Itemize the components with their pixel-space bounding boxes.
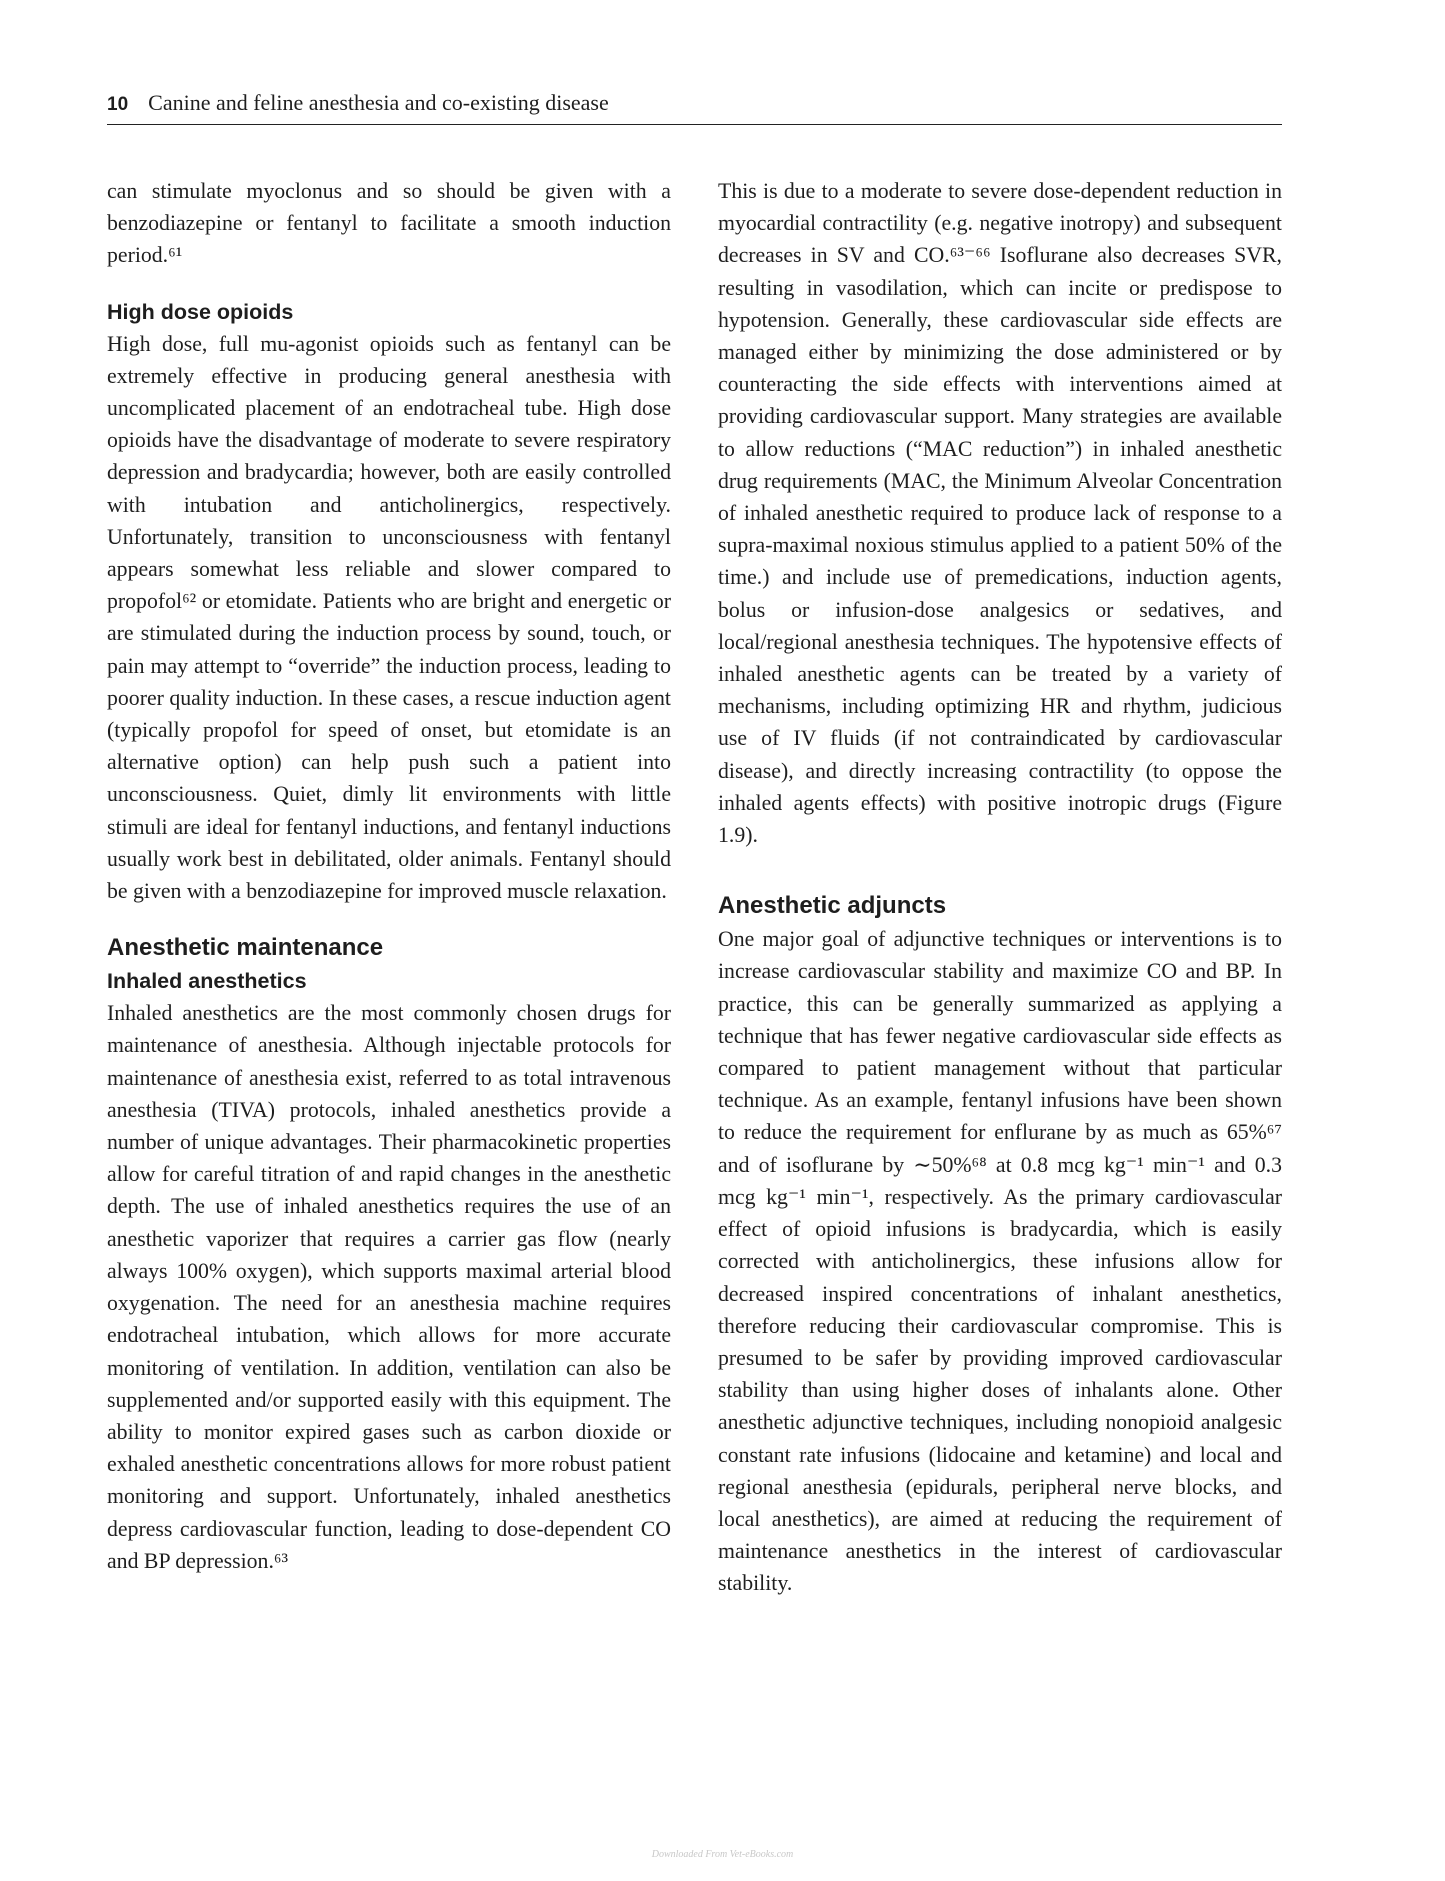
right-paragraph-2: One major goal of adjunctive techniques or interventions is to increase cardiovascular stability and maximize CO and BP. In practice, this can be generally summarized as applying a technique that has fewer negative cardiovascular side effects as compared to patient management without that particular technique. As an example, fentanyl infusions have been shown to reduce the requirement for enflurane by as much as 65%⁶⁷ and of isoflurane by ∼50%⁶⁸ at 0.8 mcg kg⁻¹ min⁻¹ and 0.3 mcg kg⁻¹ min⁻¹, respectively. As the primary cardiovascular effect of opioid infusions is bradycardia, which is easily corrected with anticholinergics, these infusions allow for decreased inspired concentrations of inhalant anesthetics, therefore reducing their cardiovascular compromise. This is presumed to be safer by providing improved cardiovascular stability than using higher doses of inhalants alone. Other anesthetic adjunctive techniques, including nonopioid analgesic constant rate infusions (lidocaine and ketamine) and local and regional anesthesia (epidurals, peripheral nerve blocks, and local anesthetics), are aimed at reducing the requirement of maintenance anesthetics in the interest of cardiovascular stability. (718, 927, 1282, 1596)
left-paragraph-2: High dose, full mu-agonist opioids such as fentanyl can be extremely effective in producing general anesthesia with uncomplicated placement of an endotracheal tube. High dose opioids have the disadvantage of moderate to severe respiratory depression and bradycardia; however, both are easily controlled with intubation and anticholinergics, respectively. Unfortunately, transition to unconsciousness with fentanyl appears somewhat less reliable and slower compared to propofol⁶² or etomidate. Patients who are bright and energetic or are stimulated during the induction process by sound, touch, or pain may attempt to “override” the induction process, leading to poorer quality induction. In these cases, a rescue induction agent (typically propofol for speed of onset, but etomidate is an alternative option) can help push such a patient into unconsciousness. Quiet, dimly lit environments with little stimuli are ideal for fentanyl inductions, and fentanyl inductions usually work best in debilitated, older animals. Fentanyl should be given with a benzodiazepine for improved muscle relaxation. (107, 331, 671, 904)
page-number: 10 (107, 94, 129, 115)
running-header (107, 88, 1282, 125)
running-title: Canine and feline anesthesia and co-existing disease (148, 90, 609, 115)
watermark: Downloaded From Vet-eBooks.com (651, 1849, 794, 1860)
left-column (107, 175, 671, 1577)
heading-anesthetic-adjuncts: Anesthetic adjuncts (718, 892, 947, 920)
left-paragraph-1: can stimulate myoclonus and so should be given with a benzodiazepine or fentanyl to facilitate a smooth induction period.⁶¹ (107, 179, 671, 268)
heading-high-dose-opioids: High dose opioids (107, 299, 294, 324)
left-paragraph-3: Inhaled anesthetics are the most commonly chosen drugs for maintenance of anesthesia. Although injectable protocols for maintenance of anesthesia exist, referred to as total intravenous anesthesia (TIVA) protocols, inhaled anesthetics provide a number of unique advantages. Their pharmacokinetic properties allow for careful titration of and rapid changes in the anesthetic depth. The use of inhaled anesthetics requires the use of an anesthetic vaporizer that requires a carrier gas flow (nearly always 100% oxygen), which supports maximal arterial blood oxygenation. The need for an anesthesia machine requires endotracheal intubation, which allows for more accurate monitoring of ventilation. In addition, ventilation can also be supplemented and/or supported easily with this equipment. The ability to monitor expired gases such as carbon dioxide or exhaled anesthetic concentrations allows for more robust patient monitoring and support. Unfortunately, inhaled anesthetics depress cardiovascular function, leading to dose-dependent CO and BP depression.⁶³ (107, 1001, 671, 1573)
heading-anesthetic-maintenance: Anesthetic maintenance (107, 934, 384, 962)
heading-inhaled-anesthetics: Inhaled anesthetics (107, 969, 307, 994)
right-column (718, 175, 1282, 1600)
right-paragraph-1: This is due to a moderate to severe dose-dependent reduction in myocardial contractility (e.g. negative inotropy) and subsequent decreases in SV and CO.⁶³⁻⁶⁶ Isoflurane also decreases SVR, resulting in vasodilation, which can incite or predispose to hypotension. Generally, these cardiovascular side effects are managed either by minimizing the dose administered or by counteracting the side effects with interventions aimed at providing cardiovascular support. Many strategies are available to allow reductions (“MAC reduction”) in inhaled anesthetic drug requirements (MAC, the Minimum Alveolar Concentration of inhaled anesthetic required to produce lack of response to a supra-maximal noxious stimulus applied to a patient 50% of the time.) and include use of premedications, induction agents, bolus or infusion-dose analgesics or sedatives, and local/regional anesthesia techniques. The hypotensive effects of inhaled anesthetic agents can be treated by a variety of mechanisms, including optimizing HR and rhythm, judicious use of IV fluids (if not contraindicated by cardiovascular disease), and directly increasing contractility (to oppose the inhaled agents effects) with positive inotropic drugs (Figure 1.9). (718, 179, 1282, 848)
